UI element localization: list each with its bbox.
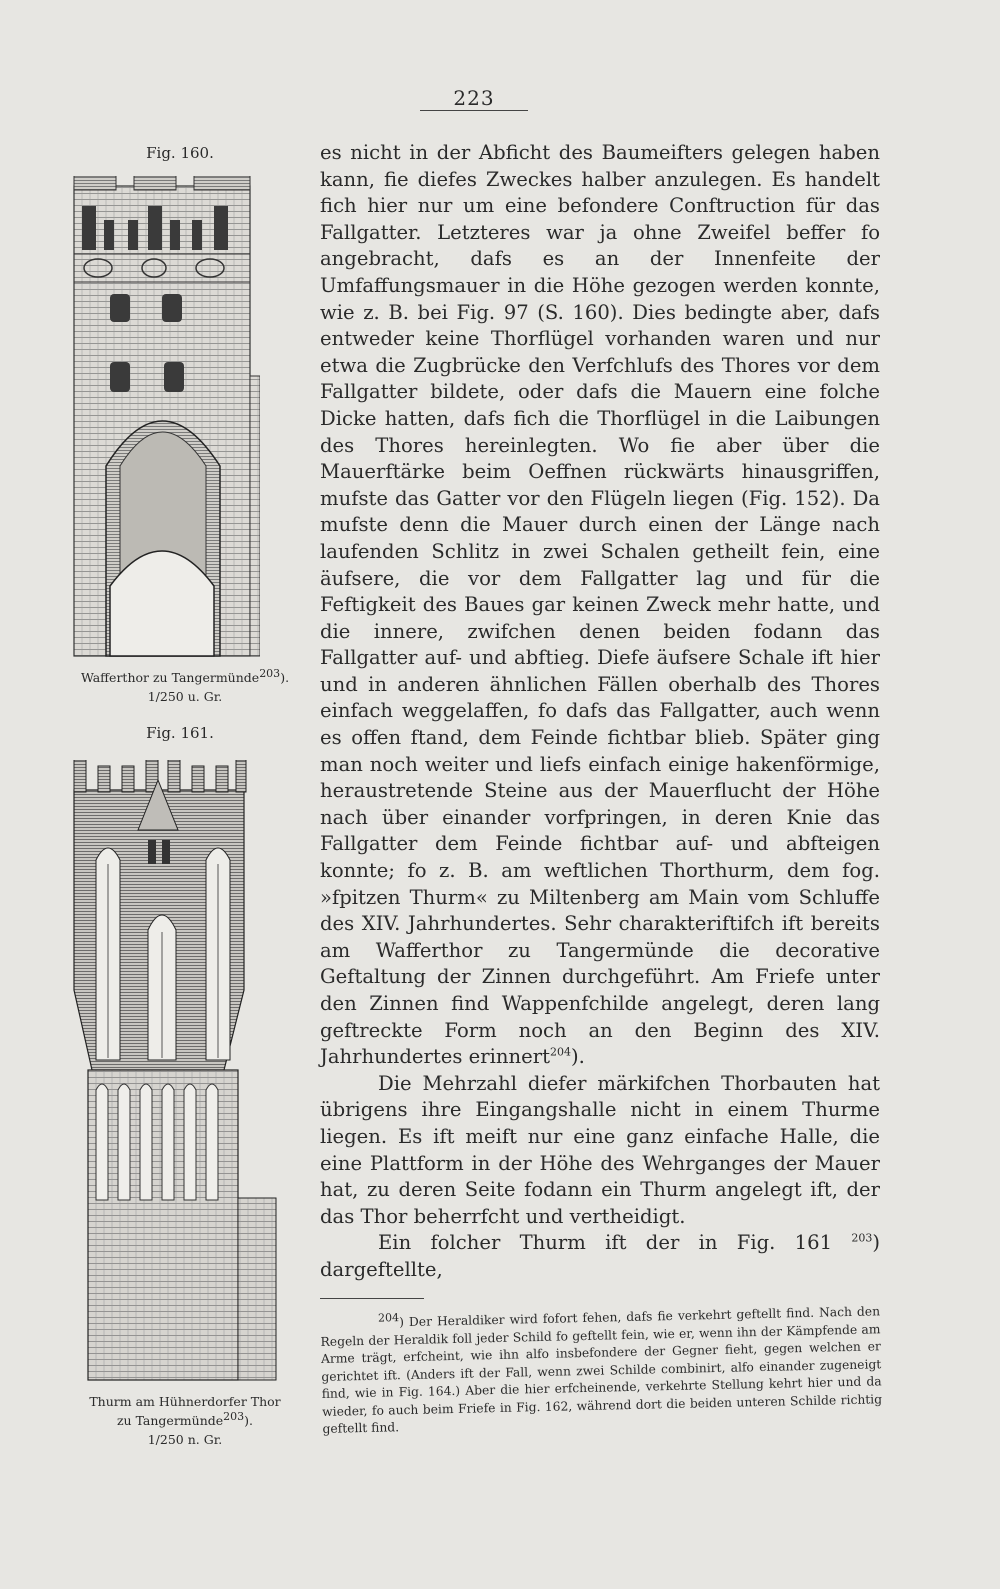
paragraph-1 — [320, 140, 880, 1071]
paragraph-1-text: es nicht in der Abficht des Baumeifters gelegen haben kann, fie diefes Zweckes halber anzulegen. Es handelt fich hier nur um eine befondere Conftruction für das Fallgatter. Letzteres war ja ohne Zweifel beffer fo angebracht, dafs es an der Innenfeite der Umfaffungsmauer in die Höhe gezogen werden konnte, wie z. B. bei Fig. 97 (S. 160). Dies bedingte aber, dafs entweder keine Thorflügel vorhanden waren und nur etwa die Zugbrücke den Verfchlufs des Thores vor dem Fallgatter bildete, oder dafs die Mauern eine folche Dicke hatten, dafs fich die Thorflügel in die Laibungen des Thores hereinlegten. Wo fie aber über die Mauerftärke beim Oeffnen rückwärts hinausgriffen, mufste das Gatter vor den Flügeln liegen (Fig. 152). Da mufste denn die Mauer durch einen der Länge nach laufenden Schlitz in zwei Schalen getheilt fein, eine äufsere, die vor dem Fallgatter lag und für die Feftigkeit des Baues gar keinen Zweck mehr hatte, und die innere, zwifchen denen beiden fodann das Fallgatter auf- und abftieg. Diefe äufsere Schale ift hier und in anderen ähnlichen Fällen oberhalb des Thores einfach weggelaffen, fo dafs das Fallgatter, auch wenn es offen ftand, dem Feinde fichtbar blieb. Später ging man noch weiter und liefs einfach einige hakenförmige, heraustretende Steine aus der Mauerflucht der Höhe nach über einander vorfpringen, in deren Knie das Fallgatter dem Feinde fichtbar auf- und abfteigen konnte; fo z. B. am weftlichen Thorthurm, dem fog. »fpitzen Thurm« zu Miltenberg am Main vom Schluffe des XIV. Jahrhundertes. Sehr charakteriftifch ift bereits am Wafferthor zu Tangermünde die decorative Geftaltung der Zinnen durchgeführt. Am Friefe unter den Zinnen find Wappenfchilde angelegt, deren lang geftreckte Form noch an den Beginn des XIV. Jahrhundertes erinnert — [320, 141, 880, 1069]
figure-161-caption-ref: 203 — [223, 1409, 245, 1423]
footnote-ref-203: 203 — [851, 1231, 873, 1245]
header-rule — [420, 110, 528, 111]
paragraph-1-end: ). — [570, 1045, 585, 1069]
footnote-204 — [320, 1303, 883, 1438]
footnote-text: ) Der Heraldiker wird fofort fehen, dafs fie verkehrt geftellt find. Nach den Regeln der Heraldik foll jeder Schild fo geftellt fein, wie er, wenn ihn der Kämpfende am Arme trägt, erfcheint, wie ihn alfo insbefondere der Gegner fieht, gegen welchen er gerichtet ift. (Anders ift der Fall, wenn zwei Schilde combinirt, alfo einander zugeneigt find, wie in Fig. 164.) Aber die hier erfcheinende, verkehrte Stellung kehrt hier und da wieder, fo auch beim Friefe in Fig. 162, während dort die beiden unteren Schilde richtig geftellt find. — [320, 1304, 883, 1436]
footnote-rule — [320, 1298, 424, 1299]
figure-160-drawing — [70, 176, 260, 662]
figure-160-caption-close: ). — [280, 670, 290, 685]
footnote-ref-204: 204 — [549, 1045, 571, 1059]
figure-161-caption-text-2: zu Tangermünde — [116, 1413, 224, 1428]
figure-161-label: Fig. 161. — [146, 724, 214, 742]
figure-161-drawing — [68, 760, 280, 1386]
figure-161-scale: 1/250 n. Gr. — [147, 1432, 223, 1447]
paragraph-3 — [320, 1230, 880, 1283]
footnote-number: 204 — [377, 1311, 400, 1325]
body-text — [320, 140, 880, 1284]
paragraph-3-text: Ein folcher Thurm ift der in Fig. 161 — [378, 1231, 833, 1255]
figure-160-caption — [70, 668, 300, 706]
figure-160-caption-text: Wafferthor zu Tangermünde — [80, 670, 260, 685]
footnote-text-block — [320, 1303, 883, 1438]
figure-160-label: Fig. 160. — [146, 144, 214, 162]
figure-161-caption — [70, 1392, 300, 1449]
figure-161-caption-text: Thurm am Hühnerdorfer Thor — [89, 1394, 281, 1409]
paragraph-3-end: ) dargeftellte, — [320, 1231, 880, 1281]
figure-161-caption-close: ). — [244, 1413, 254, 1428]
figure-160-scale: 1/250 u. Gr. — [147, 689, 223, 704]
paragraph-2: Die Mehrzahl diefer märkifchen Thorbauten hat übrigens ihre Eingangshalle nicht in einem Thurme liegen. Es ift meift nur eine ganz einfache Halle, die eine Plattform in der Höhe des Wehrganges der Mauer hat, zu deren Seite fodann ein Thurm angelegt ift, der das Thor beherrfcht und vertheidigt. — [320, 1071, 880, 1228]
page-number: 223 — [453, 86, 495, 110]
figure-160-caption-ref: 203 — [259, 666, 281, 680]
